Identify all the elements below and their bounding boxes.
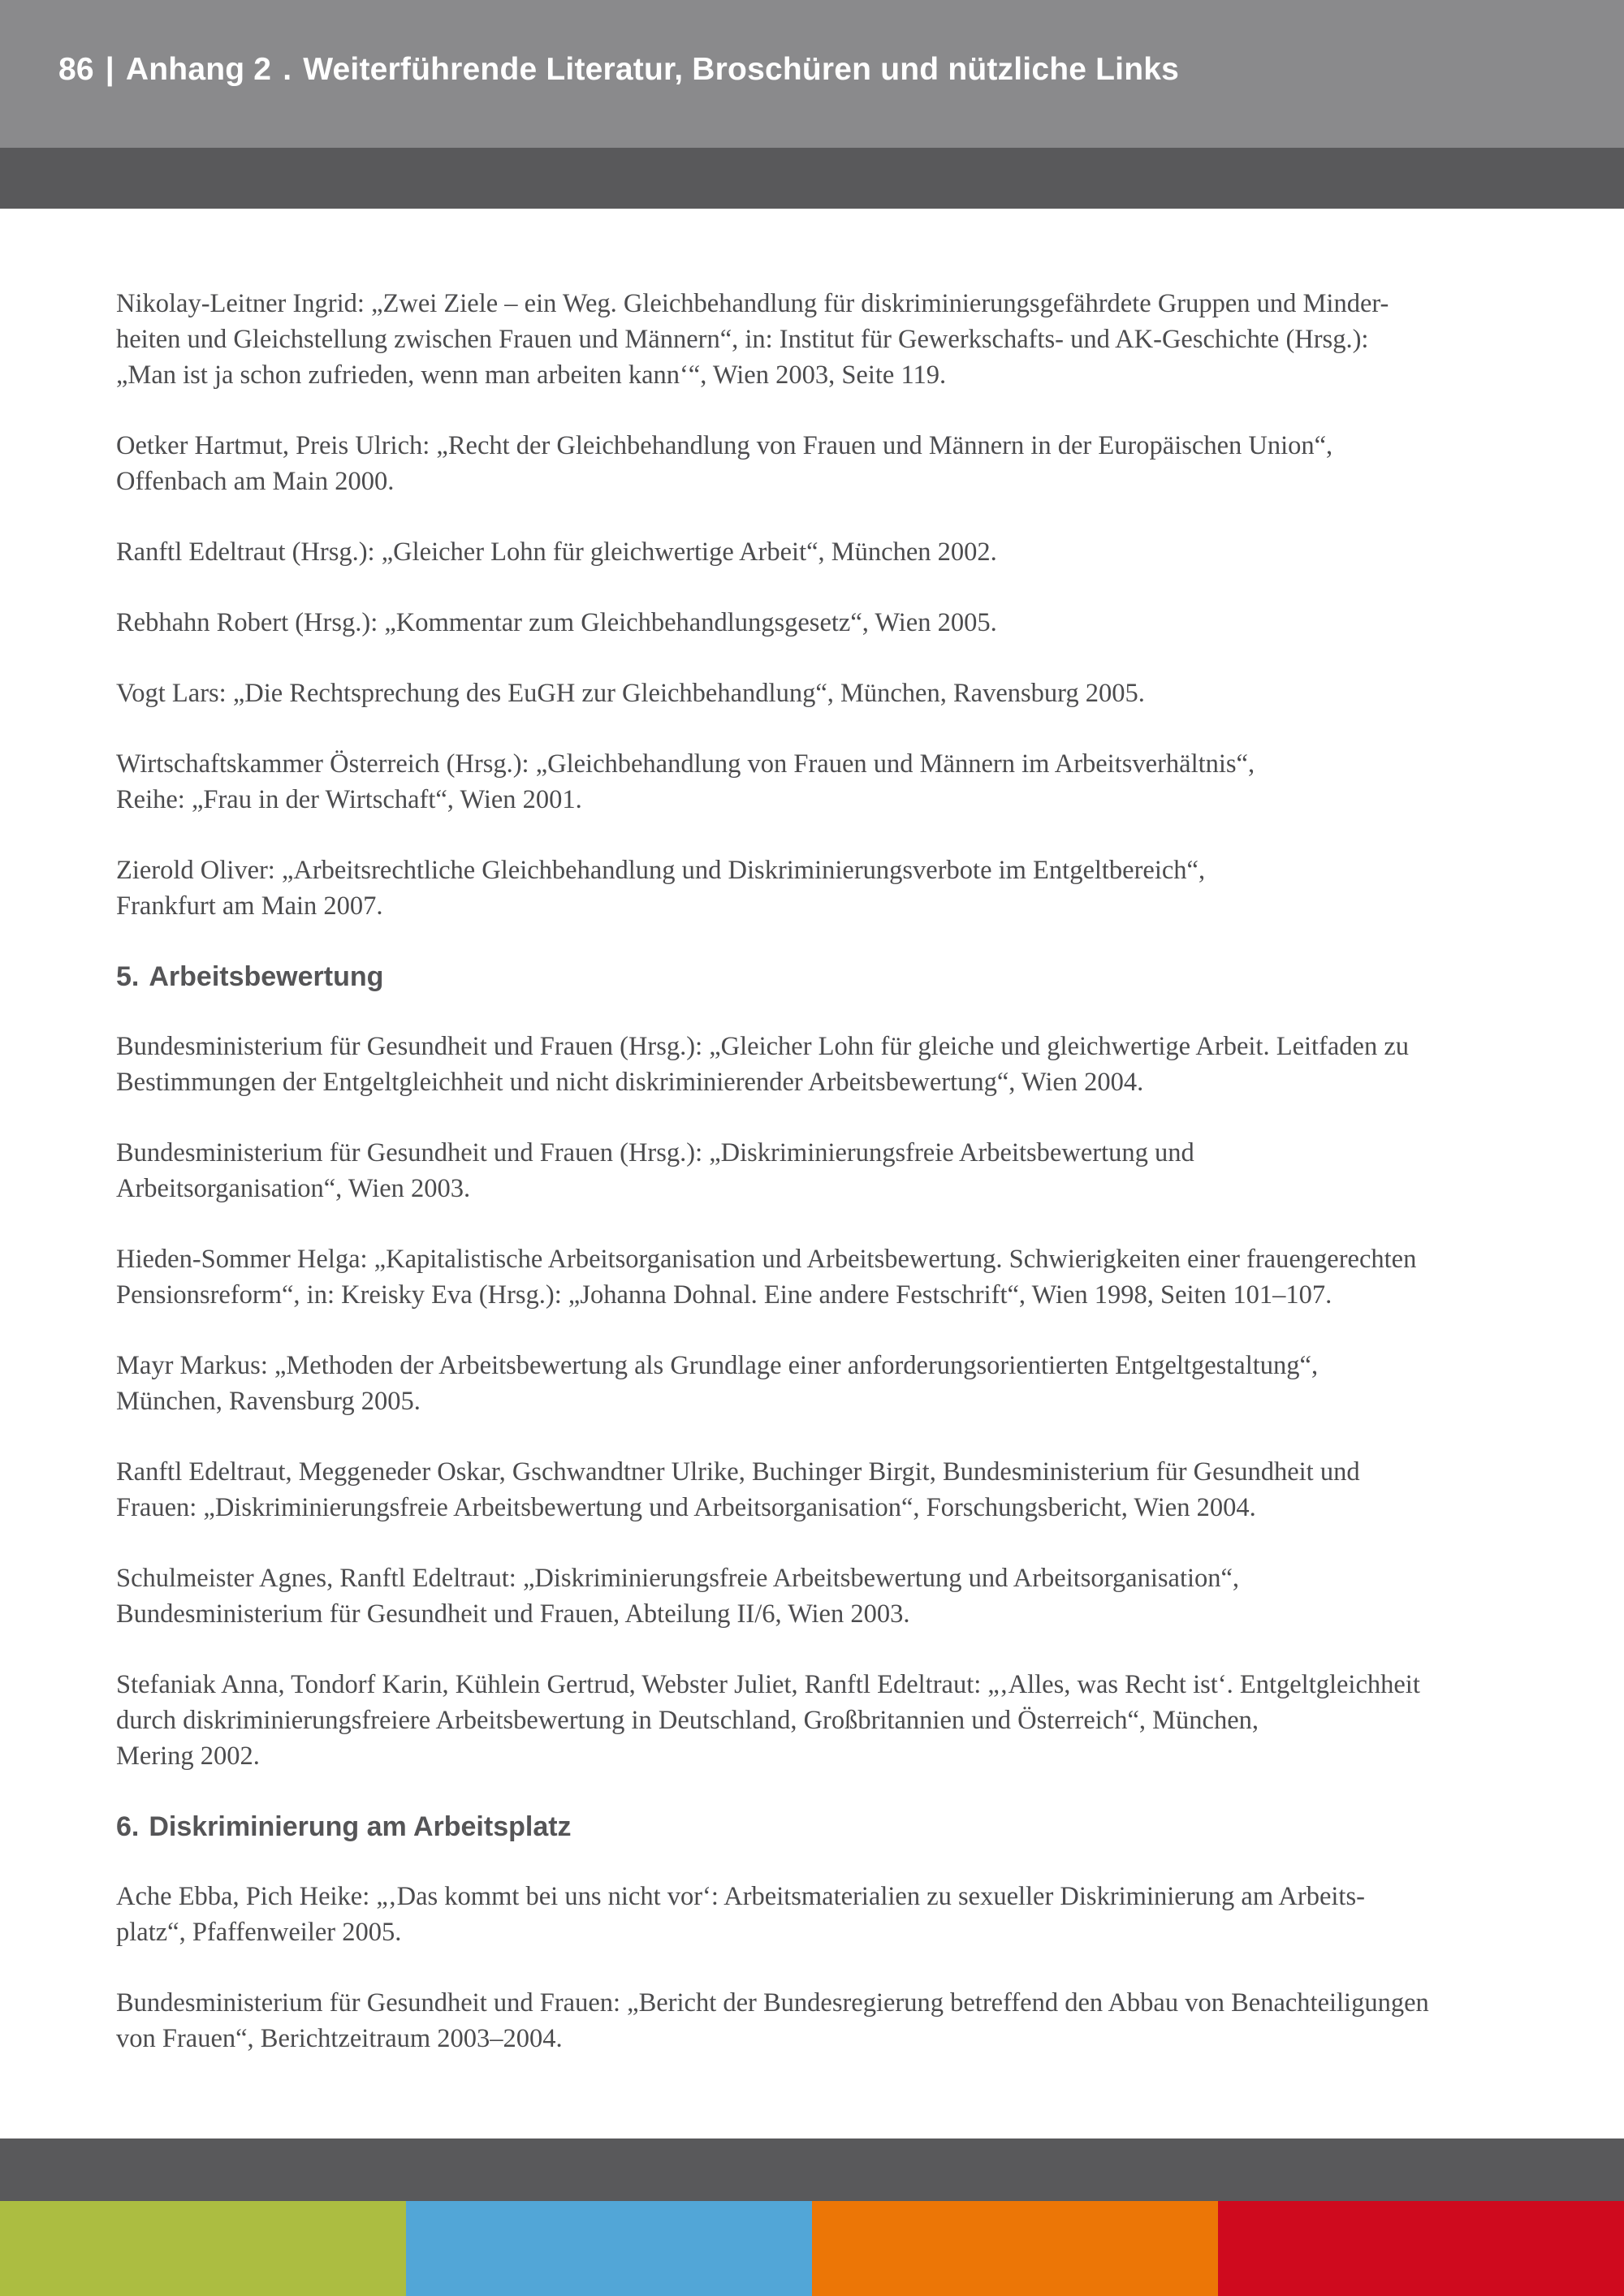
bibliography-entry bbox=[116, 1029, 1497, 1100]
section-heading bbox=[116, 959, 1497, 995]
entry-line: Frankfurt am Main 2007. bbox=[116, 891, 383, 921]
entry-line: durch diskriminierungsfreiere Arbeitsbewertung in Deutschland, Großbritannien und Österreich“, München, bbox=[116, 1706, 1259, 1735]
entry-line: platz“, Pfaffenweiler 2005. bbox=[116, 1918, 402, 1947]
intro-entry-list bbox=[116, 286, 1497, 924]
entry-line: Frauen: „Diskriminierungsfreie Arbeitsbewertung und Arbeitsorganisation“, Forschungsbericht, Wien 2004. bbox=[116, 1493, 1256, 1522]
section-number: 5. bbox=[116, 961, 140, 992]
entry-line: Ranftl Edeltraut, Meggeneder Oskar, Gschwandtner Ulrike, Buchinger Birgit, Bundesministerium für Gesundheit und bbox=[116, 1457, 1360, 1487]
header-band bbox=[0, 148, 1624, 209]
bibliography-entry bbox=[116, 1454, 1497, 1526]
footer-color-bar bbox=[0, 2201, 406, 2296]
entry-line: Oetker Hartmut, Preis Ulrich: „Recht der Gleichbehandlung von Frauen und Männern in der Europäischen Union“, bbox=[116, 431, 1333, 460]
bibliography-entry bbox=[116, 534, 1497, 570]
section-list bbox=[116, 959, 1497, 2056]
entry-line: Schulmeister Agnes, Ranftl Edeltraut: „Diskriminierungsfreie Arbeitsbewertung und Arbeitsorganisation“, bbox=[116, 1564, 1240, 1593]
section-title: Diskriminierung am Arbeitsplatz bbox=[149, 1811, 572, 1842]
entry-line: Arbeitsorganisation“, Wien 2003. bbox=[116, 1174, 471, 1203]
header-divider: | bbox=[105, 52, 114, 87]
header-title bbox=[58, 52, 1179, 88]
section-heading bbox=[116, 1809, 1497, 1845]
header-dot: . bbox=[283, 52, 292, 87]
entry-line: Ache Ebba, Pich Heike: „‚Das kommt bei uns nicht vor‘: Arbeitsmaterialien zu sexueller Diskriminierung am Arbeits- bbox=[116, 1882, 1365, 1911]
entry-line: Bestimmungen der Entgeltgleichheit und nicht diskriminierender Arbeitsbewertung“, Wien 2004. bbox=[116, 1068, 1144, 1097]
bibliography-entry bbox=[116, 286, 1497, 393]
appendix-label: Anhang 2 bbox=[125, 52, 272, 87]
bibliography-entry bbox=[116, 746, 1497, 818]
bibliography-entry bbox=[116, 1560, 1497, 1632]
footer-color-bar bbox=[406, 2201, 812, 2296]
entry-line: Wirtschaftskammer Österreich (Hrsg.): „Gleichbehandlung von Frauen und Männern im Arbeitsverhältnis“, bbox=[116, 749, 1255, 779]
bibliography-content bbox=[116, 286, 1497, 2091]
entry-line: Bundesministerium für Gesundheit und Frauen, Abteilung II/6, Wien 2003. bbox=[116, 1599, 910, 1629]
section-title: Arbeitsbewertung bbox=[149, 961, 384, 992]
entry-line: Mayr Markus: „Methoden der Arbeitsbewertung als Grundlage einer anforderungsorientierten Entgeltgestaltung“, bbox=[116, 1351, 1319, 1380]
bibliography-entry bbox=[116, 1985, 1497, 2056]
bibliography-entry bbox=[116, 1879, 1497, 1950]
entry-line: Offenbach am Main 2000. bbox=[116, 467, 395, 496]
footer-color-bar bbox=[1218, 2201, 1624, 2296]
entry-line: Stefaniak Anna, Tondorf Karin, Kühlein Gertrud, Webster Juliet, Ranftl Edeltraut: „‚Alles, was Recht ist‘. Entgeltgleichheit bbox=[116, 1670, 1420, 1699]
entry-line: Nikolay-Leitner Ingrid: „Zwei Ziele – ein Weg. Gleichbehandlung für diskriminierungsgefährdete Gruppen und Minder- bbox=[116, 289, 1389, 318]
bibliography-entry bbox=[116, 852, 1497, 924]
chapter-title: Weiterführende Literatur, Broschüren und nützliche Links bbox=[303, 52, 1180, 87]
entry-line: von Frauen“, Berichtzeitraum 2003–2004. bbox=[116, 2024, 563, 2053]
entry-line: heiten und Gleichstellung zwischen Frauen und Männern“, in: Institut für Gewerkschafts- und AK-Geschichte (Hrsg.): bbox=[116, 325, 1369, 354]
footer-color-bars bbox=[0, 2201, 1624, 2296]
entry-line: München, Ravensburg 2005. bbox=[116, 1387, 421, 1416]
entry-line: Ranftl Edeltraut (Hrsg.): „Gleicher Lohn für gleichwertige Arbeit“, München 2002. bbox=[116, 537, 997, 567]
bibliography-entry bbox=[116, 1241, 1497, 1313]
bibliography-entry bbox=[116, 1348, 1497, 1419]
entry-line: Bundesministerium für Gesundheit und Frauen (Hrsg.): „Diskriminierungsfreie Arbeitsbewertung und bbox=[116, 1138, 1194, 1167]
entry-line: Mering 2002. bbox=[116, 1741, 260, 1771]
bibliography-entry bbox=[116, 605, 1497, 641]
entry-line: Bundesministerium für Gesundheit und Frauen (Hrsg.): „Gleicher Lohn für gleiche und gleichwertige Arbeit. Leitfaden zu bbox=[116, 1032, 1410, 1061]
entry-line: Vogt Lars: „Die Rechtsprechung des EuGH zur Gleichbehandlung“, München, Ravensburg 2005. bbox=[116, 679, 1145, 708]
footer-color-bar bbox=[812, 2201, 1218, 2296]
entry-line: Rebhahn Robert (Hrsg.): „Kommentar zum Gleichbehandlungsgesetz“, Wien 2005. bbox=[116, 608, 997, 637]
page-number: 86 bbox=[58, 52, 94, 87]
page-header bbox=[0, 0, 1624, 148]
entry-line: Hieden-Sommer Helga: „Kapitalistische Arbeitsorganisation und Arbeitsbewertung. Schwierigkeiten einer frauengerechten bbox=[116, 1245, 1417, 1274]
entry-line: Pensionsreform“, in: Kreisky Eva (Hrsg.): „Johanna Dohnal. Eine andere Festschrift“, Wien 1998, Seiten 101–107. bbox=[116, 1280, 1332, 1310]
footer-band bbox=[0, 2138, 1624, 2201]
entry-line: „Man ist ja schon zufrieden, wenn man arbeiten kann‘“, Wien 2003, Seite 119. bbox=[116, 360, 947, 390]
entry-line: Bundesministerium für Gesundheit und Frauen: „Bericht der Bundesregierung betreffend den Abbau von Benachteiligungen bbox=[116, 1988, 1429, 2018]
entry-line: Zierold Oliver: „Arbeitsrechtliche Gleichbehandlung und Diskriminierungsverbote im Entgeltbereich“, bbox=[116, 856, 1206, 885]
section-number: 6. bbox=[116, 1811, 140, 1842]
bibliography-entry bbox=[116, 1667, 1497, 1774]
bibliography-entry bbox=[116, 428, 1497, 499]
bibliography-entry bbox=[116, 675, 1497, 711]
entry-line: Reihe: „Frau in der Wirtschaft“, Wien 2001. bbox=[116, 785, 582, 814]
bibliography-entry bbox=[116, 1135, 1497, 1206]
